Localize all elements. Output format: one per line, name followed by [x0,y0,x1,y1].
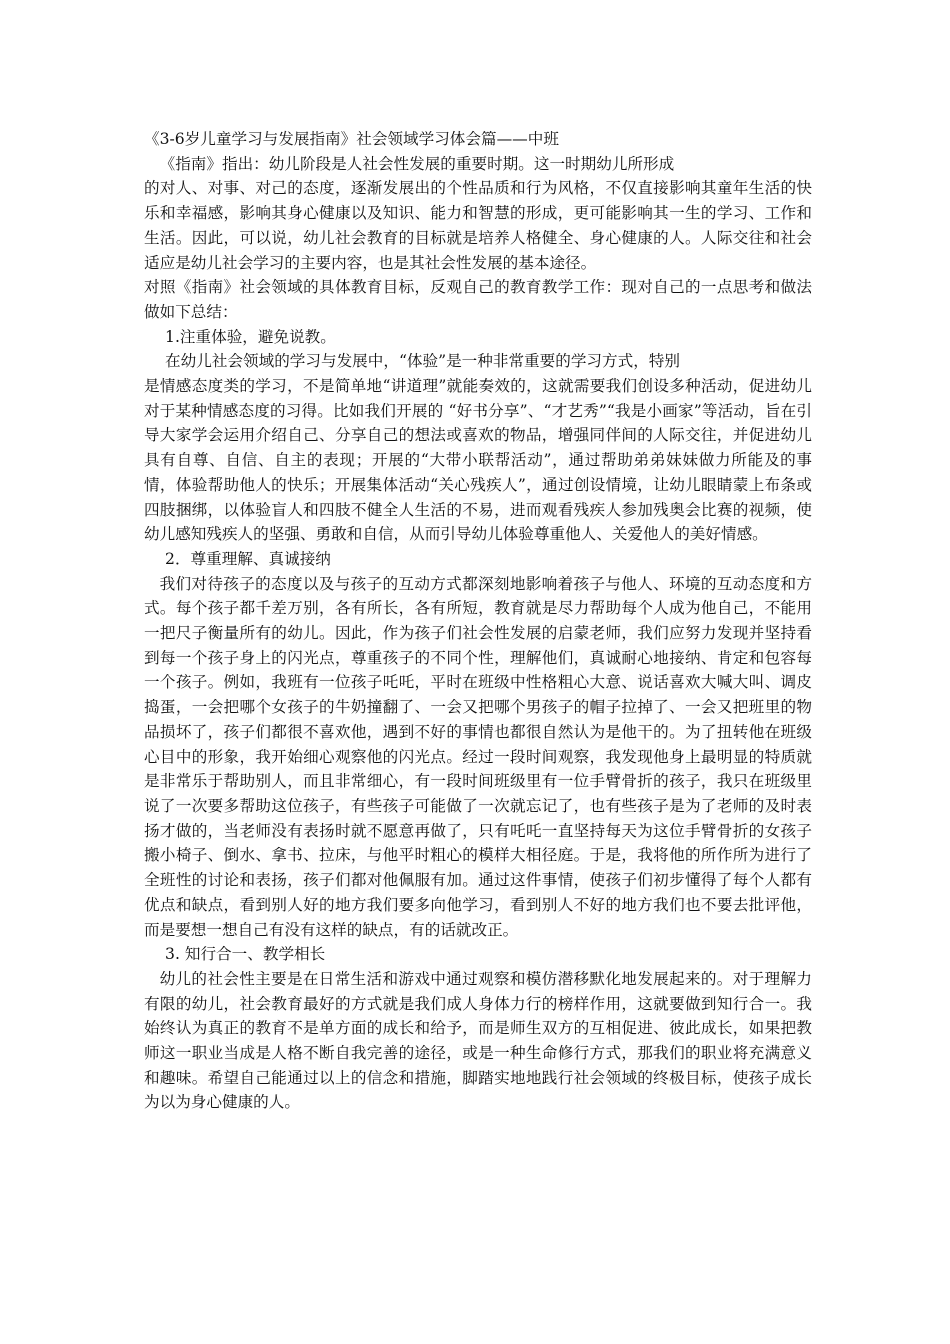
section-heading-1: 1.注重体验，避免说教。 [165,327,336,346]
document-title: 《3-6岁儿童学习与发展指南》社会领域学习体会篇——中班 [144,130,559,148]
document-body [144,127,812,1115]
paragraph-section2-body: 我们对待孩子的态度以及与孩子的互动方式都深刻地影响着孩子与他人、环境的互动态度和方式。每个孩子都千差万别，各有所长，各有所短，教育就是尽力帮助每个人成为他自己，不能用一把尺子衡量所有的幼儿。因此，作为孩子们社会性发展的启蒙老师，我们应努力发现并坚持看到每一个孩子身上的闪光点，尊重孩子的不同个性，理解他们，真诚耐心地接纳、肯定和包容每一个孩子。例如，我班有一位孩子吒吒，平时在班级中性格粗心大意、说话喜欢大喊大叫、调皮捣蛋，一会把哪个女孩子的牛奶撞翻了、一会又把哪个男孩子的帽子拉掉了、一会又把班里的物品损坏了，孩子们都很不喜欢他，遇到不好的事情也都很自然认为是他干的。为了扭转他在班级心目中的形象，我开始细心观察他的闪光点。经过一段时间观察，我发现他身上最明显的特质就是非常乐于帮助别人，而且非常细心，有一段时间班级里有一位手臂骨折的孩子，我只在班级里说了一次要多帮助这位孩子，有些孩子可能做了一次就忘记了，也有些孩子是为了老师的及时表扬才做的，当老师没有表扬时就不愿意再做了，只有吒吒一直坚持每天为这位手臂骨折的女孩子搬小椅子、倒水、拿书、拉床，与他平时粗心的模样大相径庭。于是，我将他的所作所为进行了全班性的讨论和表扬，孩子们都对他佩服有加。通过这件事情，使孩子们初步懂得了每个人都有优点和缺点，看到别人好的地方我们要多向他学习，看到别人不好的地方我们也不要去批评他，而是要想一想自己有没有这样的缺点，有的话就改正。 [144,574,812,939]
paragraph-summary-lead: 对照《指南》社会领域的具体教育目标，反观自己的教育教学工作：现对自己的一点思考和做法做如下总结： [144,278,812,321]
paragraph-intro-body: 的对人、对事、对己的态度，逐渐发展出的个性品质和行为风格，不仅直接影响其童年生活的快乐和幸福感，影响其身心健康以及知识、能力和智慧的形成，更可能影响其一生的学习、工作和生活。因此，可以说，幼儿社会教育的目标就是培养人格健全、身心健康的人。人际交往和社会适应是幼儿社会学习的主要内容，也是其社会性发展的基本途径。 [144,179,812,272]
paragraph-intro-first-line: 《指南》指出：幼儿阶段是人社会性发展的重要时期。这一时期幼儿所形成 [159,154,675,173]
paragraph-section1-body: 是情感态度类的学习，不是简单地“讲道理”就能奏效的，这就需要我们创设多种活动，促进幼儿对于某种情感态度的习得。比如我们开展的 “好书分享”、“才艺秀”“我是小画家”等活动，旨在引导大家学会运用介绍自己、分享自己的想法或喜欢的物品，增强同伴间的人际交往，并促进幼儿具有自尊、自信、自主的表现；开展的“大带小联帮活动”，通过帮助弟弟妹妹做力所能及的事情，体验帮助他人的快乐；开展集体活动“关心残疾人”，通过创设情境，让幼儿眼睛蒙上布条或四肢捆绑，以体验盲人和四肢不健全人生活的不易，进而观看残疾人参加残奥会比赛的视频，使幼儿感知残疾人的坚强、勇敢和自信，从而引导幼儿体验尊重他人、关爱他人的美好情感。 [144,377,812,544]
paragraph-section3-body: 幼儿的社会性主要是在日常生活和游戏中通过观察和模仿潜移默化地发展起来的。对于理解力有限的幼儿，社会教育最好的方式就是我们成人身体力行的榜样作用，这就要做到知行合一。我始终认为真正的教育不是单方面的成长和给予，而是师生双方的互相促进、彼此成长，如果把教师这一职业当成是人格不断自我完善的途径，或是一种生命修行方式，那我们的职业将充满意义和趣味。希望自己能通过以上的信念和措施，脚踏实地地践行社会领域的终极目标，使孩子成长为以为身心健康的人。 [144,969,812,1112]
section-heading-3: 3. 知行合一、教学相长 [165,945,326,964]
paragraph-section1-first-line: 在幼儿社会领域的学习与发展中，“体验”是一种非常重要的学习方式，特别 [165,352,680,371]
section-heading-2: 2．尊重理解、真诚接纳 [165,549,331,568]
